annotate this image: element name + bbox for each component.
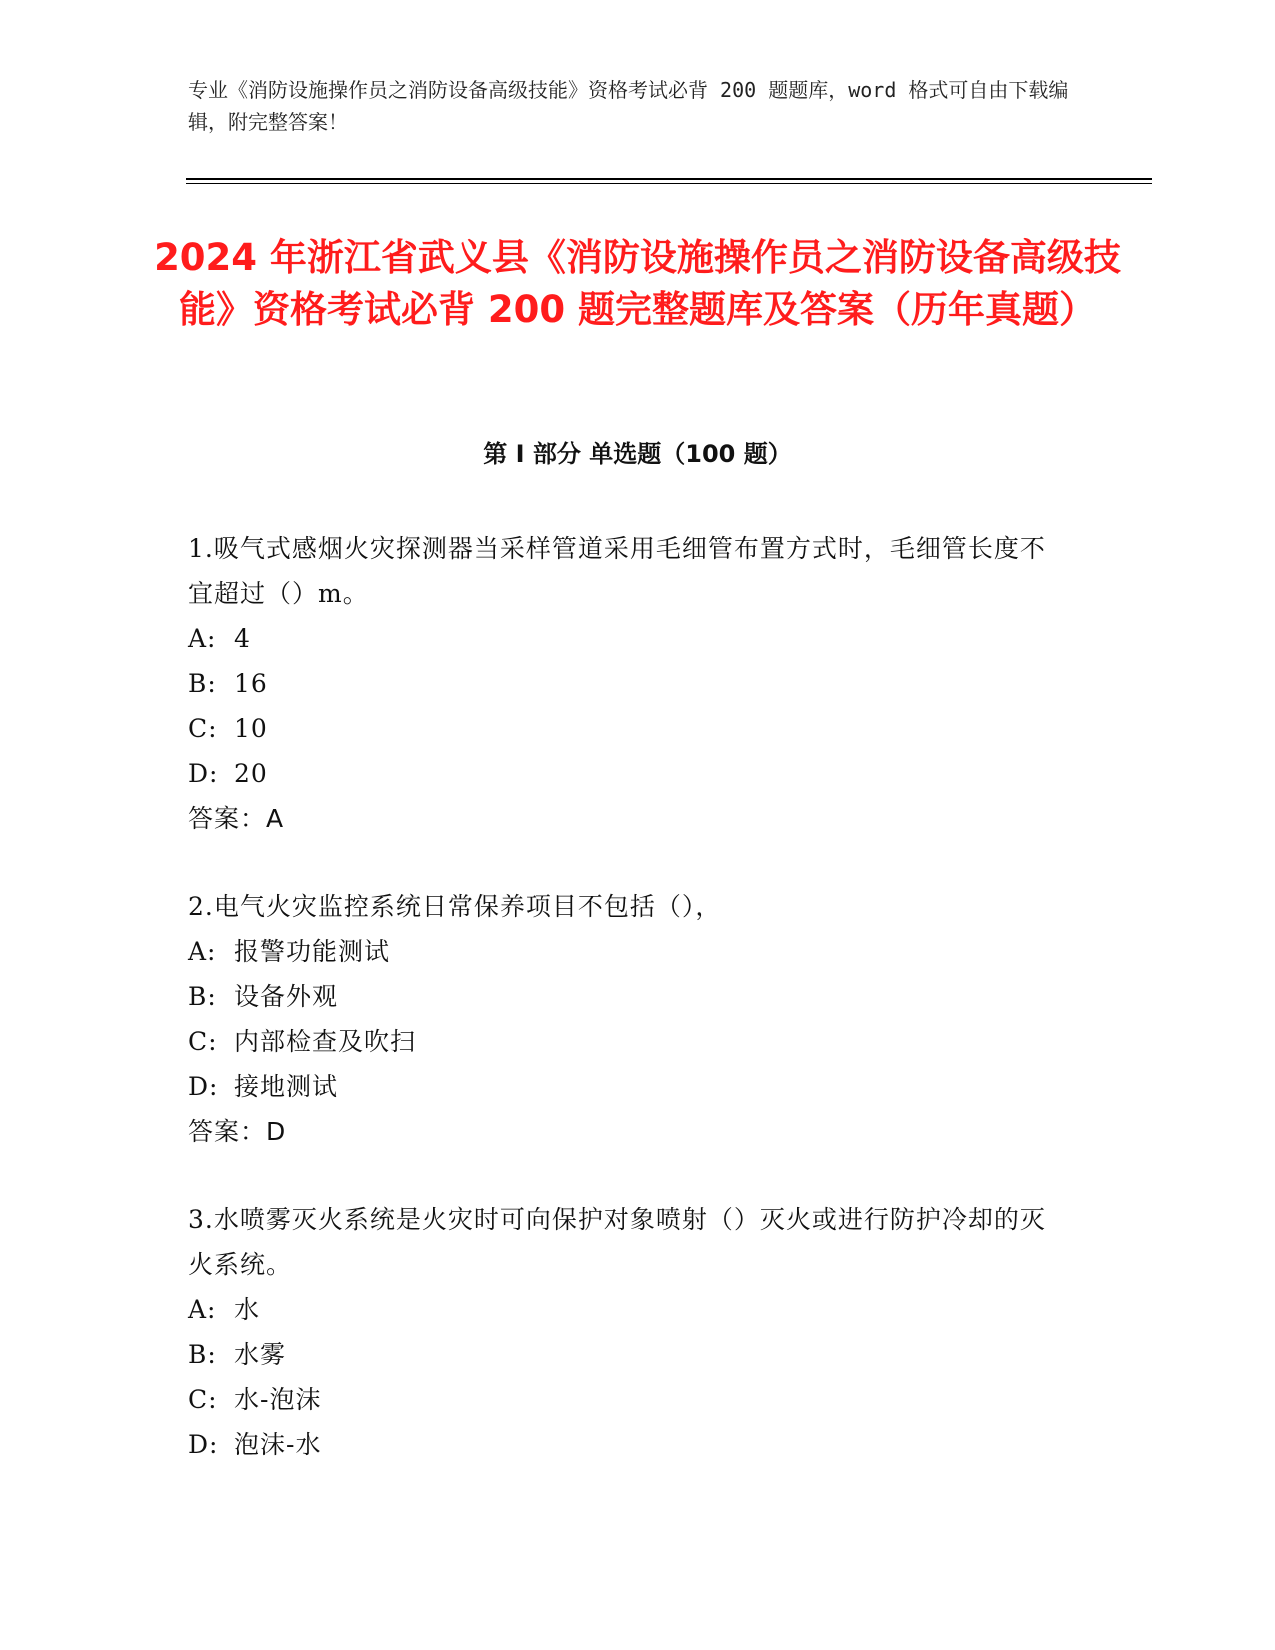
section-heading: 第 I 部分 单选题（100 题） bbox=[483, 440, 792, 468]
option-text: 报警功能测试 bbox=[234, 937, 391, 966]
option-a bbox=[188, 929, 1068, 974]
option-b bbox=[188, 661, 1068, 706]
option-letter: B: bbox=[188, 1340, 217, 1369]
question-list bbox=[188, 526, 1068, 1510]
option-text: 泡沫-水 bbox=[234, 1430, 322, 1459]
document-title: 2024 年浙江省武义县《消防设施操作员之消防设备高级技能》资格考试必背 200 题完整题库及答案（历年真题） bbox=[154, 236, 1121, 331]
question-3 bbox=[188, 1197, 1068, 1467]
question-text: 3.水喷雾灭火系统是火灾时可向保护对象喷射（）灭火或进行防护冷却的灭火系统。 bbox=[188, 1205, 1046, 1279]
option-letter: C: bbox=[188, 1385, 218, 1414]
option-letter: D: bbox=[188, 1072, 219, 1101]
option-text: 设备外观 bbox=[234, 982, 339, 1011]
option-letter: C: bbox=[188, 1027, 218, 1056]
option-a bbox=[188, 1287, 1068, 1332]
option-letter: B: bbox=[188, 982, 217, 1011]
option-b bbox=[188, 974, 1068, 1019]
option-text: 接地测试 bbox=[234, 1072, 339, 1101]
option-d bbox=[188, 751, 1068, 796]
option-text: 10 bbox=[234, 714, 268, 743]
question-1 bbox=[188, 526, 1068, 841]
question-text: 2.电气火灾监控系统日常保养项目不包括（）， bbox=[188, 892, 722, 921]
option-letter: B: bbox=[188, 669, 217, 698]
option-letter: A: bbox=[188, 1295, 217, 1324]
header-note: 专业《消防设施操作员之消防设备高级技能》资格考试必背 200 题题库，word 格式可自由下载编辑，附完整答案！ bbox=[188, 78, 1069, 134]
option-c bbox=[188, 1019, 1068, 1064]
option-text: 水-泡沫 bbox=[234, 1385, 322, 1414]
option-text: 20 bbox=[234, 759, 268, 788]
option-text: 内部检查及吹扫 bbox=[234, 1027, 417, 1056]
option-text: 水雾 bbox=[234, 1340, 287, 1369]
option-text: 16 bbox=[234, 669, 268, 698]
option-b bbox=[188, 1332, 1068, 1377]
header-divider-thick bbox=[186, 178, 1152, 180]
question-2 bbox=[188, 884, 1068, 1154]
option-text: 水 bbox=[234, 1295, 261, 1324]
option-d bbox=[188, 1064, 1068, 1109]
option-text: 4 bbox=[234, 624, 251, 653]
option-letter: C: bbox=[188, 714, 218, 743]
option-a bbox=[188, 616, 1068, 661]
option-c bbox=[188, 1377, 1068, 1422]
answer-line: 答案：D bbox=[188, 1117, 287, 1146]
option-letter: A: bbox=[188, 937, 217, 966]
option-c bbox=[188, 706, 1068, 751]
answer-line: 答案：A bbox=[188, 804, 285, 833]
option-letter: D: bbox=[188, 759, 219, 788]
option-letter: A: bbox=[188, 624, 217, 653]
question-text: 1.吸气式感烟火灾探测器当采样管道采用毛细管布置方式时，毛细管长度不宜超过（）m。 bbox=[188, 534, 1046, 608]
option-letter: D: bbox=[188, 1430, 219, 1459]
header-divider-thin bbox=[186, 183, 1152, 184]
option-d bbox=[188, 1422, 1068, 1467]
